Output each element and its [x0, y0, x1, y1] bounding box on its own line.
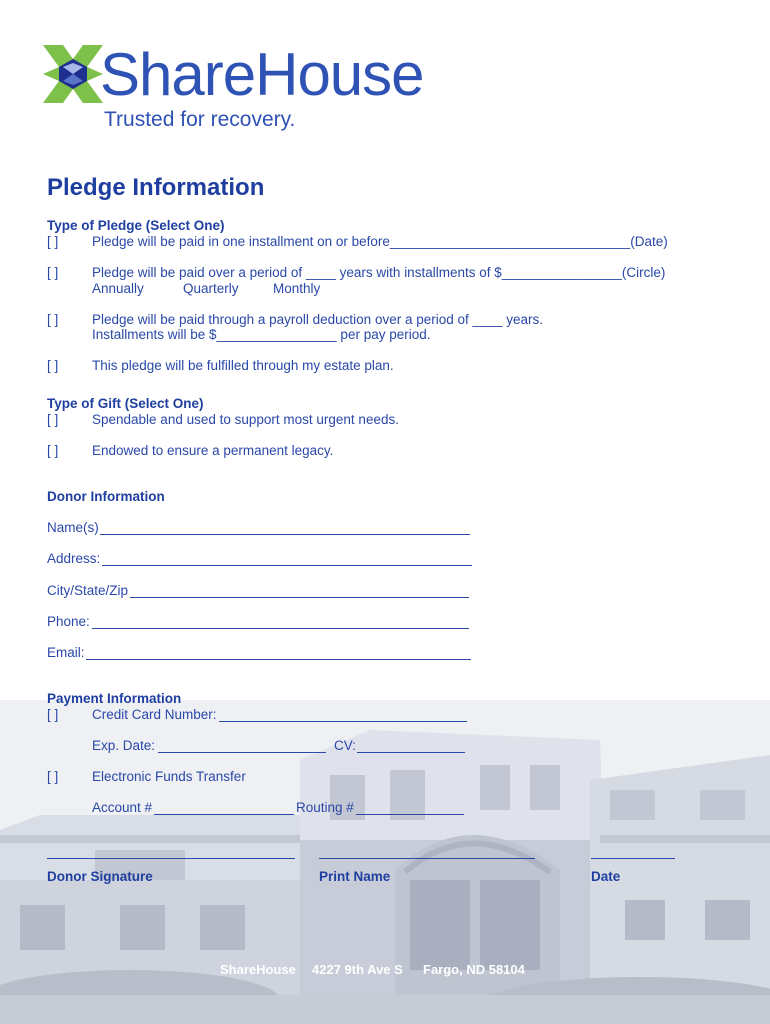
credit-card-field[interactable]	[219, 721, 467, 722]
checkbox-credit-card[interactable]: [ ]	[47, 707, 59, 722]
brand-name: ShareHouse	[100, 41, 424, 108]
frequency-monthly[interactable]: Monthly	[273, 281, 321, 296]
page-title: Pledge Information	[47, 174, 265, 201]
frequency-quarterly[interactable]: Quarterly	[183, 281, 239, 296]
gift-spendable-text: Spendable and used to support most urgent needs.	[92, 412, 399, 427]
gift-endowed-text: Endowed to ensure a permanent legacy.	[92, 443, 334, 458]
eft-label: Electronic Funds Transfer	[92, 769, 246, 784]
cv-field[interactable]	[357, 752, 465, 753]
exp-date-label: Exp. Date:	[92, 738, 156, 753]
date-field[interactable]	[591, 858, 675, 859]
donor-name-field[interactable]	[100, 534, 470, 535]
checkbox-pledge-one-installment[interactable]: [ ]	[47, 234, 59, 249]
checkbox-pledge-period[interactable]: [ ]	[47, 265, 59, 280]
footer-street: 4227 9th Ave S	[312, 962, 403, 977]
donor-address-field[interactable]	[102, 565, 472, 566]
pledge-installments-text: Installments will be $________________ per pay period.	[92, 327, 431, 342]
account-field[interactable]	[154, 814, 294, 815]
gift-type-heading: Type of Gift (Select One)	[47, 396, 204, 411]
print-name-field[interactable]	[319, 858, 535, 859]
date-label: Date	[591, 869, 621, 884]
checkbox-gift-endowed[interactable]: [ ]	[47, 443, 59, 458]
tagline: Trusted for recovery.	[104, 108, 296, 131]
donor-name-label: Name(s)	[47, 520, 99, 535]
checkbox-pledge-payroll[interactable]: [ ]	[47, 312, 59, 327]
donor-address-label: Address:	[47, 551, 101, 566]
donor-email-label: Email:	[47, 645, 85, 660]
donor-phone-field[interactable]	[92, 628, 469, 629]
footer-city: Fargo, ND 58104	[423, 962, 525, 977]
routing-label: Routing #	[296, 800, 354, 815]
checkbox-eft[interactable]: [ ]	[47, 769, 59, 784]
pledge-estate-text: This pledge will be fulfilled through my estate plan.	[92, 358, 394, 373]
donor-signature-field[interactable]	[47, 858, 295, 859]
donor-city-label: City/State/Zip	[47, 583, 129, 598]
donor-signature-label: Donor Signature	[47, 869, 153, 884]
checkbox-gift-spendable[interactable]: [ ]	[47, 412, 59, 427]
pledge-type-heading: Type of Pledge (Select One)	[47, 218, 225, 233]
account-label: Account #	[92, 800, 153, 815]
payment-heading: Payment Information	[47, 691, 182, 706]
cross-tile-logo-icon	[43, 45, 103, 103]
pledge-one-installment-text: Pledge will be paid in one installment on or before________________________________(Date)	[92, 234, 668, 249]
frequency-annually[interactable]: Annually	[92, 281, 144, 296]
credit-card-label: Credit Card Number:	[92, 707, 217, 722]
routing-field[interactable]	[356, 814, 464, 815]
donor-city-field[interactable]	[130, 597, 469, 598]
donor-email-field[interactable]	[86, 659, 471, 660]
checkbox-pledge-estate[interactable]: [ ]	[47, 358, 59, 373]
pledge-period-text: Pledge will be paid over a period of ____ years with installments of $________________(Circle)	[92, 265, 666, 280]
donor-heading: Donor Information	[47, 489, 165, 504]
footer-org: ShareHouse	[220, 962, 296, 977]
pledge-payroll-text: Pledge will be paid through a payroll deduction over a period of ____ years.	[92, 312, 544, 327]
print-name-label: Print Name	[319, 869, 391, 884]
donor-phone-label: Phone:	[47, 614, 90, 629]
cv-label: CV:	[334, 738, 357, 753]
exp-date-field[interactable]	[158, 752, 326, 753]
